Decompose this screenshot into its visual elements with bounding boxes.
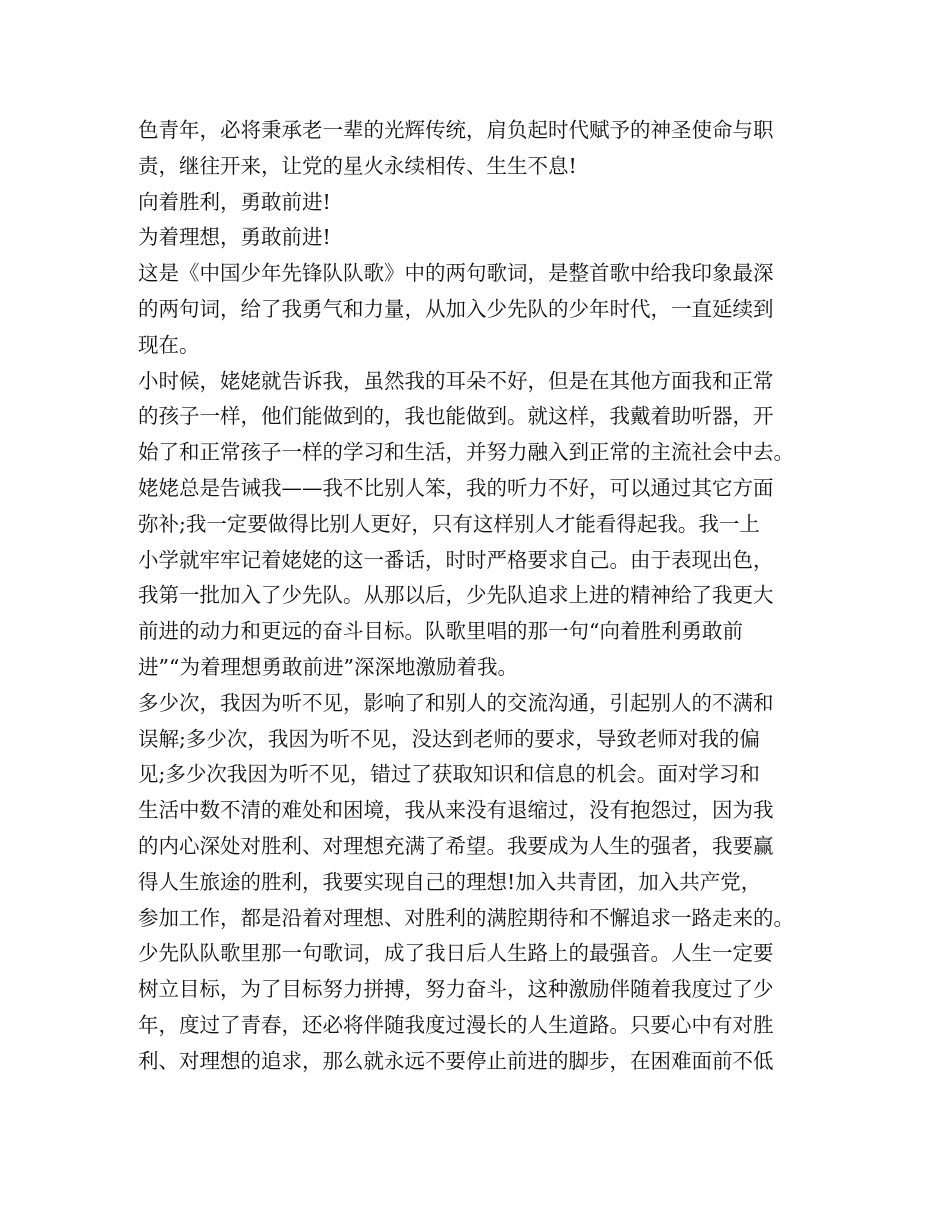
text-line: 少先队队歌里那一句歌词，成了我日后人生路上的最强音。人生一定要 — [138, 941, 774, 966]
text-line: 得人生旅途的胜利，我要实现自己的理想!加入共青团，加入共产党， — [138, 869, 762, 894]
text-line: 小学就牢牢记着姥姥的这一番话，时时严格要求自己。由于表现出色， — [138, 547, 774, 572]
text-line: 进”“为着理想勇敢前进”深深地激励着我。 — [138, 654, 518, 679]
text-line: 责，继往开来，让党的星火永续相传、生生不息! — [138, 153, 577, 178]
text-line: 这是《中国少年先锋队队歌》中的两句歌词，是整首歌中给我印象最深 — [138, 261, 774, 286]
text-line: 始了和正常孩子一样的学习和生活，并努力融入到正常的主流社会中去。 — [138, 440, 794, 465]
text-line: 小时候，姥姥就告诉我，虽然我的耳朵不好，但是在其他方面我和正常 — [138, 368, 774, 393]
text-line: 弥补;我一定要做得比别人更好，只有这样别人才能看得起我。我一上 — [138, 511, 760, 536]
text-line: 前进的动力和更远的奋斗目标。队歌里唱的那一句“向着胜利勇敢前 — [138, 619, 743, 644]
text-line: 我第一批加入了少先队。从那以后，少先队追求上进的精神给了我更大 — [138, 583, 774, 608]
text-line: 的内心深处对胜利、对理想充满了希望。我要成为人生的强者，我要赢 — [138, 833, 774, 858]
text-line: 多少次，我因为听不见，影响了和别人的交流沟通，引起别人的不满和 — [138, 690, 774, 715]
text-line: 色青年，必将秉承老一辈的光辉传统，肩负起时代赋予的神圣使命与职 — [138, 118, 774, 142]
text-line: 现在。 — [138, 332, 200, 357]
text-line: 参加工作，都是沿着对理想、对胜利的满腔期待和不懈追求一路走来的。 — [138, 905, 794, 930]
document-body — [138, 113, 828, 1080]
text-line: 生活中数不清的难处和困境，我从来没有退缩过，没有抱怨过，因为我 — [138, 798, 774, 823]
text-line: 向着胜利，勇敢前进! — [138, 189, 331, 214]
text-line: 利、对理想的追求，那么就永远不要停止前进的脚步，在困难面前不低 — [138, 1048, 774, 1073]
text-line: 误解;多少次，我因为听不见，没达到老师的要求，导致老师对我的偏 — [138, 726, 760, 751]
text-line: 树立目标，为了目标努力拼搏，努力奋斗，这种激励伴随着我度过了少 — [138, 977, 774, 1002]
text-line: 为着理想，勇敢前进! — [138, 225, 331, 250]
text-line: 年，度过了青春，还必将伴随我度过漫长的人生道路。只要心中有对胜 — [138, 1012, 774, 1037]
text-line: 姥姥总是告诫我——我不比别人笨，我的听力不好，可以通过其它方面 — [138, 475, 774, 500]
text-line: 的两句词，给了我勇气和力量，从加入少先队的少年时代，一直延续到 — [138, 296, 774, 321]
text-line: 的孩子一样，他们能做到的，我也能做到。就这样，我戴着助听器，开 — [138, 404, 774, 429]
text-line: 见;多少次我因为听不见，错过了获取知识和信息的机会。面对学习和 — [138, 762, 760, 787]
